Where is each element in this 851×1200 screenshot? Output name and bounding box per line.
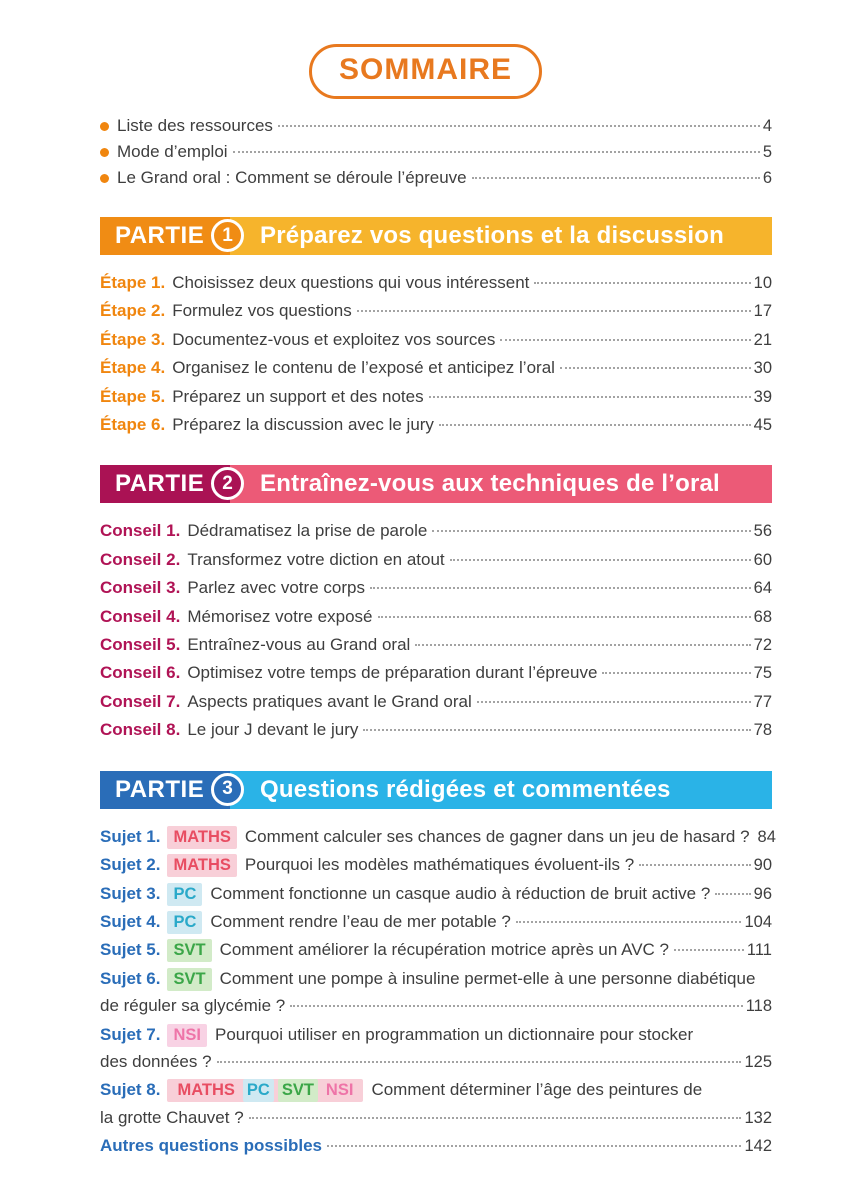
toc-entry xyxy=(100,269,772,297)
subject-badge: SVT xyxy=(167,939,211,962)
entry-prefix: Sujet 1. xyxy=(100,826,161,846)
toc-entry xyxy=(100,546,772,574)
dot-leader xyxy=(378,616,751,618)
subject-badge: MATHS xyxy=(167,826,236,849)
entry-prefix: Conseil 7. xyxy=(100,691,181,711)
bullet-icon xyxy=(100,174,109,183)
entry-text: Formulez vos questions xyxy=(172,301,352,321)
entry-text: des données ? xyxy=(100,1051,212,1071)
part-section xyxy=(100,771,776,1161)
dot-leader xyxy=(602,672,750,674)
part-header xyxy=(100,771,772,809)
entry-prefix: Conseil 8. xyxy=(100,720,181,740)
subject-badge: PC xyxy=(243,1079,274,1102)
page-number: 142 xyxy=(744,1137,772,1156)
toc-entry xyxy=(100,603,772,631)
page-number: 5 xyxy=(762,143,772,161)
entry-prefix: Sujet 5. xyxy=(100,940,161,960)
entry-prefix: Sujet 4. xyxy=(100,911,161,931)
entry-text: Choisissez deux questions qui vous intéressent xyxy=(172,273,530,292)
toc-entry-continuation xyxy=(100,1104,772,1132)
page-number: 4 xyxy=(762,117,772,135)
dot-leader xyxy=(439,424,751,426)
page-number: 104 xyxy=(744,912,772,931)
page-number: 17 xyxy=(753,302,772,321)
toc-entry xyxy=(100,908,772,936)
toc-entry xyxy=(100,965,772,992)
page-number: 90 xyxy=(753,856,772,875)
dot-leader xyxy=(429,396,751,398)
entry-prefix: Sujet 2. xyxy=(100,855,161,875)
dot-leader xyxy=(233,151,760,153)
entry-text: Parlez avec votre corps xyxy=(187,578,365,598)
subject-badge: PC xyxy=(167,911,202,934)
entry-prefix: Étape 3. xyxy=(100,329,166,349)
part-entries xyxy=(100,823,776,1161)
entry-text: Documentez-vous et exploitez vos sources xyxy=(172,329,496,349)
toc-entry xyxy=(100,139,772,165)
dot-leader xyxy=(370,587,751,589)
page-number: 39 xyxy=(753,387,772,406)
entry-prefix: Sujet 6. xyxy=(100,968,161,988)
toc-entry xyxy=(100,574,772,602)
entry-text: la grotte Chauvet ? xyxy=(100,1107,244,1127)
page-number: 72 xyxy=(753,636,772,655)
entry-prefix: Sujet 3. xyxy=(100,883,161,903)
toc-entry-continuation xyxy=(100,1048,772,1076)
toc-entry xyxy=(100,631,772,659)
entry-text: Dédramatisez la prise de parole xyxy=(187,521,428,541)
dot-leader xyxy=(472,177,760,179)
page-number: 30 xyxy=(753,359,772,378)
toc-entry xyxy=(100,880,772,908)
page-number: 75 xyxy=(753,664,772,683)
dot-leader xyxy=(415,644,750,646)
part-header xyxy=(100,217,772,255)
entry-text: Optimisez votre temps de préparation durant l’épreuve xyxy=(187,663,598,683)
toc-entry xyxy=(100,517,772,545)
entry-prefix: Conseil 4. xyxy=(100,606,181,626)
entry-text: de réguler sa glycémie ? xyxy=(100,996,286,1016)
page-number: 45 xyxy=(753,416,772,435)
part-section xyxy=(100,465,772,744)
entry-text: Pourquoi utiliser en programmation un dictionnaire pour stocker xyxy=(214,1024,694,1044)
parts-container xyxy=(100,217,776,1161)
entry-text: Préparez la discussion avec le jury xyxy=(172,415,434,435)
entry-prefix: Conseil 1. xyxy=(100,521,181,541)
subject-badge: PC xyxy=(167,883,202,906)
entry-text: Entraînez-vous au Grand oral xyxy=(187,635,411,655)
entry-text: Comment fonctionne un casque audio à réduction de bruit active ? xyxy=(210,883,711,903)
dot-leader xyxy=(327,1145,741,1147)
part-number-badge: 1 xyxy=(211,219,244,252)
subject-badge: MATHS xyxy=(177,1081,235,1100)
entry-text: Organisez le contenu de l’exposé et anticipez l’oral xyxy=(172,358,555,378)
entry-prefix: Sujet 7. xyxy=(100,1024,161,1044)
entry-prefix: Étape 2. xyxy=(100,301,166,321)
entry-text: Comment une pompe à insuline permet-elle à une personne diabétique xyxy=(219,968,756,988)
entry-text: Comment déterminer l’âge des peintures de xyxy=(371,1080,703,1100)
entry-text: Mémorisez votre exposé xyxy=(187,606,373,626)
dot-leader xyxy=(278,125,760,127)
toc-entry xyxy=(100,326,772,354)
toc-entry xyxy=(100,165,772,191)
toc-entry xyxy=(100,851,772,879)
toc-entry xyxy=(100,297,772,325)
dot-leader xyxy=(290,1005,742,1007)
entry-text: Transformez votre diction en atout xyxy=(187,549,445,569)
part-header xyxy=(100,465,772,503)
dot-leader xyxy=(450,559,751,561)
dot-leader xyxy=(500,339,750,341)
subject-badge: SVT xyxy=(278,1079,318,1102)
toc-entry xyxy=(100,659,772,687)
dot-leader xyxy=(249,1117,742,1119)
part-title: Questions rédigées et commentées xyxy=(230,771,772,809)
toc-entry-continuation xyxy=(100,992,772,1020)
bullet-icon xyxy=(100,148,109,157)
page-title: SOMMAIRE xyxy=(309,44,542,99)
entry-prefix: Conseil 3. xyxy=(100,578,181,598)
entry-prefix: Conseil 5. xyxy=(100,635,181,655)
entry-prefix: Étape 5. xyxy=(100,386,166,406)
entry-text: Liste des ressources xyxy=(117,116,273,135)
entry-text: Aspects pratiques avant le Grand oral xyxy=(187,691,472,711)
page-number: 77 xyxy=(753,692,772,711)
dot-leader xyxy=(674,949,744,951)
entry-prefix: Étape 1. xyxy=(100,273,166,292)
dot-leader xyxy=(715,893,750,895)
entry-text: Comment calculer ses chances de gagner dans un jeu de hasard ? xyxy=(244,826,750,846)
entry-text: Le jour J devant le jury xyxy=(187,720,359,740)
part-number-badge: 3 xyxy=(211,773,244,806)
toc-entry xyxy=(100,936,772,964)
part-kicker: PARTIE xyxy=(100,771,230,809)
part-entries xyxy=(100,269,772,439)
intro-list xyxy=(100,113,772,191)
toc-entry xyxy=(100,688,772,716)
entry-prefix: Conseil 2. xyxy=(100,549,181,569)
page-number: 78 xyxy=(753,721,772,740)
page-number: 60 xyxy=(753,550,772,569)
subject-badge: SVT xyxy=(167,968,211,991)
page-number: 84 xyxy=(757,827,776,846)
dot-leader xyxy=(560,367,751,369)
entry-prefix: Sujet 8. xyxy=(100,1080,161,1100)
entry-text: Mode d’emploi xyxy=(117,142,228,161)
subject-badge: NSI xyxy=(325,1081,354,1100)
part-number-badge: 2 xyxy=(211,467,244,500)
subject-badge-group xyxy=(167,1079,363,1102)
dot-leader xyxy=(639,864,750,866)
page-number: 10 xyxy=(753,274,772,292)
dot-leader xyxy=(357,310,751,312)
entry-prefix: Conseil 6. xyxy=(100,663,181,683)
page-number: 21 xyxy=(753,330,772,349)
dot-leader xyxy=(217,1061,742,1063)
page-number: 118 xyxy=(745,997,772,1016)
part-entries xyxy=(100,517,772,744)
dot-leader xyxy=(432,530,750,532)
dot-leader xyxy=(477,701,751,703)
entry-prefix: Étape 4. xyxy=(100,358,166,378)
toc-entry xyxy=(100,354,772,382)
toc-entry xyxy=(100,1021,772,1048)
page-number: 6 xyxy=(762,169,772,187)
entry-text: Préparez un support et des notes xyxy=(172,386,424,406)
entry-text: Pourquoi les modèles mathématiques évoluent-ils ? xyxy=(244,855,635,875)
page-number: 125 xyxy=(744,1052,772,1071)
dot-leader xyxy=(534,282,750,284)
toc-entry xyxy=(100,113,772,139)
entry-text: Comment améliorer la récupération motrice après un AVC ? xyxy=(219,940,669,960)
part-kicker: PARTIE xyxy=(100,465,230,503)
page-number: 111 xyxy=(746,941,772,960)
part-section xyxy=(100,217,772,439)
toc-entry xyxy=(100,383,772,411)
entry-text: Le Grand oral : Comment se déroule l’épreuve xyxy=(117,168,467,187)
dot-leader xyxy=(363,729,750,731)
entry-text: Comment rendre l’eau de mer potable ? xyxy=(210,911,511,931)
subject-badge: NSI xyxy=(167,1024,207,1047)
toc-entry xyxy=(100,1076,772,1103)
page-number: 132 xyxy=(744,1108,772,1127)
subject-badge: MATHS xyxy=(167,854,236,877)
page-number: 56 xyxy=(753,522,772,541)
bullet-icon xyxy=(100,122,109,131)
dot-leader xyxy=(516,921,742,923)
part-kicker: PARTIE xyxy=(100,217,230,255)
toc-entry xyxy=(100,411,772,439)
toc-entry xyxy=(100,1132,772,1160)
entry-text: Autres questions possibles xyxy=(100,1136,322,1156)
entry-prefix: Étape 6. xyxy=(100,415,166,435)
toc-entry xyxy=(100,823,776,851)
page-number: 68 xyxy=(753,607,772,626)
toc-entry xyxy=(100,716,772,744)
page-number: 64 xyxy=(753,579,772,598)
part-title: Entraînez-vous aux techniques de l’oral xyxy=(230,465,772,503)
page-number: 96 xyxy=(753,884,772,903)
part-title: Préparez vos questions et la discussion xyxy=(230,217,772,255)
